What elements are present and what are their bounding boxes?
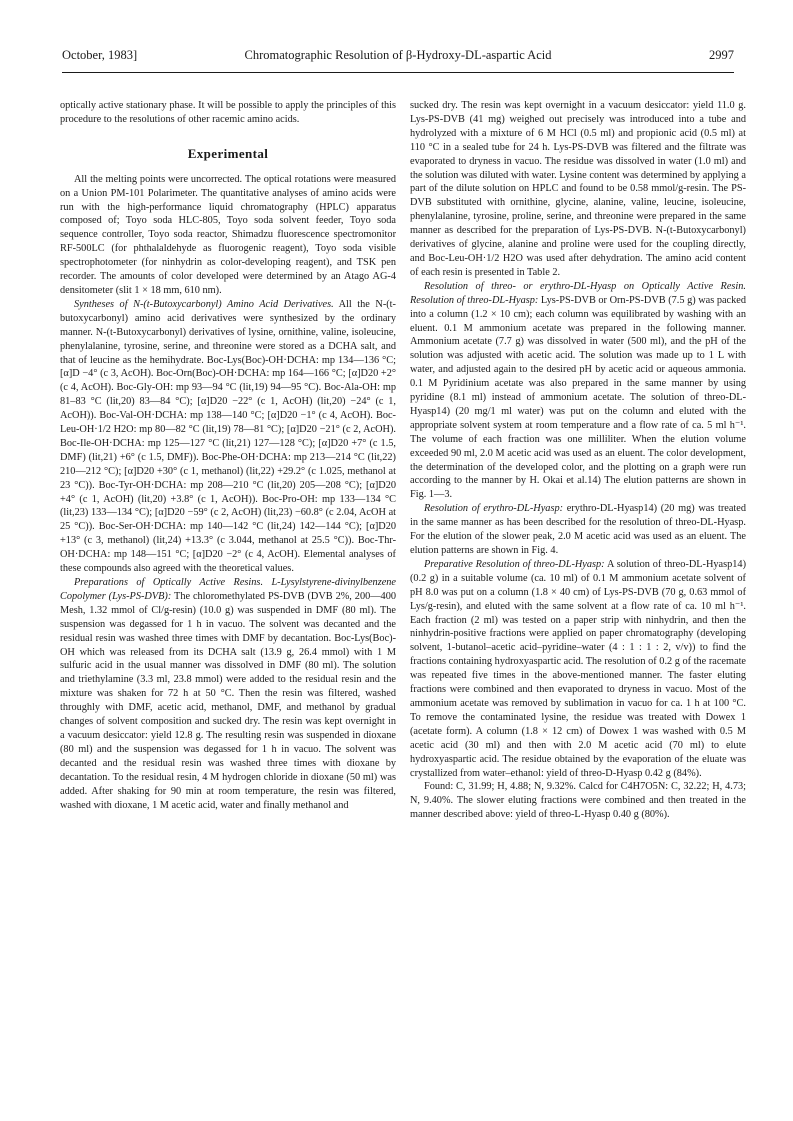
header-date: October, 1983]: [62, 48, 138, 62]
resin-preparation-title: Preparations of Optically Active Resins. L-Lysylstyrene-divinylbenzene Copolymer (Lys-PS-DVB):: [60, 577, 396, 602]
header-title: Chromatographic Resolution of β-Hydroxy-DL-aspartic Acid: [244, 48, 552, 62]
header-rule: [62, 72, 734, 73]
preparative-resolution-title: Preparative Resolution of threo-DL-Hyasp:: [424, 558, 605, 570]
threo-resolution-title: Resolution of threo- or erythro-DL-Hyasp on Optically Active Resin. Resolution of threo-DL-Hyasp:: [410, 280, 746, 306]
right-column: [410, 99, 746, 1099]
intro-paragraph: optically active stationary phase. It will be possible to apply the principles of this procedure to the resolutions of other racemic amino acids.: [60, 100, 396, 125]
erythro-resolution-paragraph: [410, 502, 746, 558]
erythro-resolution-title: Resolution of erythro-DL-Hyasp:: [424, 503, 564, 515]
boc-synthesis-paragraph: [60, 298, 396, 576]
instruments-paragraph: All the melting points were uncorrected. The optical rotations were measured on a Union PM-101 Polarimeter. The quantitative analyses of amino acids were run with the high-performance liquid chromatography (HPLC) apparatus composed of; Toyo soda HLC-805, Toyo soda solvent feeder, Toyo soda sequence controller, Toyo soda reactor, Shimadzu fluorescence spectromonitor RF-500LC (for phthalaldehyde as fluorogenic reagent), Toyo soda visible spectrophotometer (for ninhydrin as color-developing reagent), and TSK pen recorder. The amounts of color developed were determined by an Atago AG-4 densitometer (slit 1 × 18 mm, 610 nm).: [60, 173, 396, 296]
left-column: [60, 99, 396, 1099]
section-heading: Experimental: [187, 145, 269, 161]
resin-preparation-paragraph: [60, 576, 396, 812]
erythro-resolution-body: erythro-DL-Hyasp14) (20 mg) was treated in the same manner as has been described for the resolution of threo-DL-Hyasp. For the elution of the slower peak, 2.0 M acetic acid was used as an eluent. The elution patterns are shown in Fig. 4.: [410, 503, 746, 556]
preparative-resolution-body: A solution of threo-DL-Hyasp14) (0.2 g) in a suitable volume (ca. 10 ml) of 0.1 M ammonium acetate solvent of pH 8.0 was put on a column (1.8 × 40 cm) of Lys-PS-DVB (70 g, 0.63 mmol of Lys/g-resin), and eluted with the same solvent at a flow rate of ca. 10 ml h⁻¹. Each fraction (2 ml) was tested on a paper strip with ninhydrin, and then the ninhydrin-positive fractions were applied on paper chromatography (developing solvent, 1-butanol–acetic acid–pyridine–water (4 : 1 : 1 : 2, v/v)) to find the fractions containing hydroxyaspartic acid. The resolution of 0.2 g of the racemate was repeated five times in the above-mentioned manner. The faster eluting fractions were combined and then evaporated to dryness in vacuo. Most of the ammonium acetate was removed by sublimation in vacuo for ca. 1 h at 100 °C. To remove the contaminated lysine, the residue was treated with Dowex 1 (acetate form). A column (1.8 × 12 cm) of Dowex 1 was washed with 0.5 M acetic acid (30 ml) and then with 2.0 M acetic acid (70 ml) to elute hydroxyaspartic acid. The residue obtained by the evaporation of the eluate was crystallized from water–ethanol: yield of threo-D-Hyasp 0.42 g (84%).: [410, 558, 746, 779]
elemental-analysis-paragraph: Found: C, 31.99; H, 4.88; N, 9.32%. Calcd for C4H7O5N: C, 32.22; H, 4.73; N, 9.40%. The slower eluting fractions were combined and then treated in the manner described above: yield of threo-L-Hyasp 0.40 g (80%).: [410, 781, 746, 821]
boc-synthesis-body: All the N-(t-butoxycarbonyl) amino acid derivatives were synthesized by the ordinary manner. N-(t-Butoxycarbonyl) derivatives of lysine, ornithine, valine, isoleucine, phenylalanine, tyrosine, serine, and threonine were stored as a DCHA salt, and that of leucine as the hemihydrate. Boc-Lys(Boc)-OH·DCHA: mp 134—136 °C; [α]D −4° (c 3, AcOH). Boc-Orn(Boc)-OH·DCHA: mp 164—166 °C; [α]D20 +2° (c 4, AcOH). Boc-Gly-OH: mp 93—94 °C (lit,19) 94—95 °C). Boc-Ala-OH: mp 81–83 °C (lit,20) 83—84 °C); [α]D20 −22° (c 1, AcOH) (lit,20) −24° (c 1, AcOH)). Boc-Val-OH·DCHA: mp 138—140 °C; [α]D20 −1° (c 4, AcOH). Boc-Leu-OH·1/2 H2O: mp 80—82 °C (lit,19) 78—81 °C); [α]D20 −21° (c 2, AcOH). Boc-Ile-OH·DCHA: mp 125—127 °C (lit,21) 127—128 °C); [α]D20 +7° (c 1.5, DMF) (lit,21) +6° (c 1.5, DMF)). Boc-Phe-OH·DCHA: mp 213—214 °C (lit,22) 210—212 °C); [α]D20 +30° (c 1, methanol) (lit,22) +29.2° (c 1.025, methanol at 23 °C)). Boc-Tyr-OH·DCHA: mp 208—210 °C (lit,20) 205—208 °C); [α]D20 +4° (c 1, AcOH) (lit,20) +3.8° (c 1, AcOH)). Boc-Pro-OH: mp 133—134 °C (lit,23) 133—134 °C); [α]D20 −59° (c 2, AcOH) (lit,23) −60.8° (c 2.04, AcOH at 25 °C)). Boc-Ser-OH·DCHA: mp 140—142 °C (lit,24) 142—144 °C); [α]D20 +13° (c 3, methanol) (lit,24) +13.3° (c 3.044, methanol at 25.5 °C)). Boc-Thr-OH·DCHA: mp 148—151 °C; [α]D20 −2° (c 4, AcOH). Elemental analyses of these compounds also agreed with the theoretical values.: [60, 298, 396, 575]
resin-continuation-paragraph: sucked dry. The resin was kept overnight in a vacuum desiccator: yield 11.0 g. Lys-PS-DVB (41 mg) weighed out precisely was introduced into a tube and hydrolyzed with a mixture of 6 M HCl (0.5 ml) and propionic acid (0.5 ml) at 110 °C in a sealed tube for 24 h. Lys-PS-DVB was filtered and the filtrate was evaporated to dryness in vacuo. The residue was dissolved in water (1.0 ml) and the solution was diluted with water. Lysine content was determined by applying a part of the dilute solution on HPLC and found to be 0.58 mmol/g-resin. The PS-DVB substituted with ornithine, glycine, alanine, valine, leucine, isoleucine, phenylalanine, tyrosine, proline, serine, and threonine were prepared in the same manner as described for the preparation of Lys-PS-DVB. N-(t-Butoxycarbonyl) derivatives of glycine, alanine and proline were used for the coupling directly, and Boc-Leu-OH·1/2 H2O was used after dehydration. The amino acid content of each resin is presented in Table 2.: [410, 100, 746, 278]
boc-synthesis-title: Syntheses of N-(t-Butoxycarbonyl) Amino Acid Derivatives.: [74, 298, 334, 310]
preparative-resolution-paragraph: [410, 558, 746, 781]
resin-preparation-body: The chloromethylated PS-DVB (DVB 2%, 200—400 Mesh, 1.32 mmol of Cl/g-resin) (10.0 g) was suspended in DMF (80 ml). The suspension was degassed for 1 h in vacuo. The solvent was decanted and the residual resin was washed three times with DMF by decantation. Boc-Lys(Boc)-OH which was released from its DCHA salt (13.9 g, 26.4 mmol) with 1 M sulfuric acid in the usual manner was dissolved in DMF (80 ml). The solution and triethylamine (3.3 ml, 23.8 mmol) were added to the residual resin and the mixture was shaken for 72 h at 50 °C. Then the resin was filtered, washed throughly with DMF, acetic acid, methanol, DMF, and methanol by gradual changes of solvent composition and sucked dry. The resin was kept overnight in a vacuum desiccator: yield 12.8 g. The resulting resin was suspended in dioxane (80 ml) and the suspension was degassed for 1 h in vacuo. The solvent was decanted and the residual resin was washed three times with dioxane by decantation. To the residual resin, 4 M hydrogen chloride in dioxane (50 ml) was added. After shaking for 90 min at room temperature, the resin was filtered, washed with dioxane, 1 M acetic acid, water and finally methanol and: [60, 590, 396, 811]
threo-resolution-body: Lys-PS-DVB or Orn-PS-DVB (7.5 g) was packed into a column (1.2 × 10 cm); each column was equilibrated by washing with an eluent. 0.1 M ammonium acetate was prepared in the following manner. Ammonium acetate (7.7 g) was dissolved in water (500 ml), and the pH of the solution was adjusted with acetic acid. The solution was made up to 1 L with water, and adjusted again to the desired pH by acetic acid or aqueous ammonia. 0.1 M Pyridinium acetate was also prepared in the same manner by using pyridine (8.1 ml) instead of ammonium acetate. The solution of threo-DL-Hyasp14) (20 mg/1 ml water) was put on the column and eluted with the appropriate solvent system at room temperature and a flow rate of ca. 5 ml h⁻¹. The volume of each fraction was one milliliter. When the elution volume exceeded 90 ml, 2.0 M acetic acid was used as an eluent. The color development, the determination of the developed color, and the plotting on a graph were run according to the manner by H. Okai et al.14) The elution patterns are shown in Fig. 1—3.: [410, 294, 746, 501]
page-number: 2997: [709, 48, 734, 62]
running-header: [62, 48, 734, 72]
threo-resolution-paragraph: [410, 280, 746, 503]
